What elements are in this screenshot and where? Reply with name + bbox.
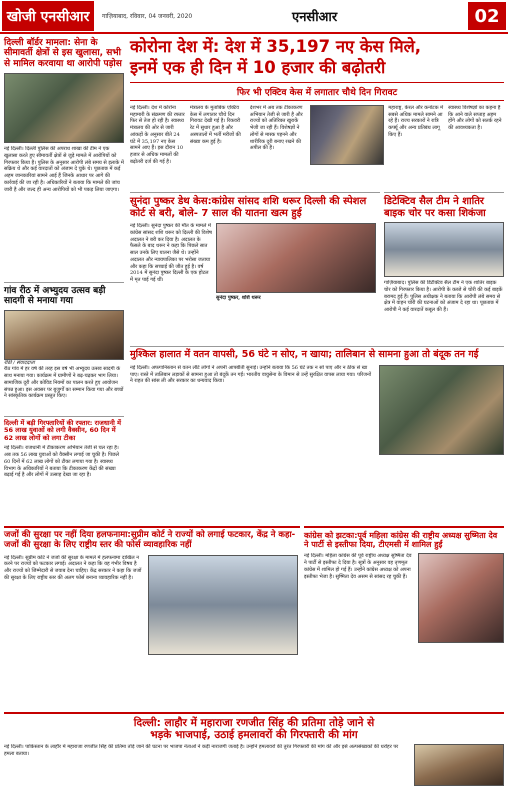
left-story-1-body: नई दिल्ली। दिल्ली पुलिस की अपराध शाखा की टीम ने एक खुलासा करते हुए सीमावर्ती क्षेत्रों से जुड़े मामले में आरोपियों को गिरफ्तार किया है। पुलिस के अनुसार आरोपी लंबे समय से इलाके में सक्रिय थे और कई वारदातों को अंजाम दे चुके थे। पूछताछ में कई अहम जानकारियां सामने आई हैं जिनके आधार पर आगे की कार्रवाई की जा रही है। अधिकारियों ने बताया कि मामले की जांच जारी है और जल्द ही अन्य आरोपियों को भी पकड़ लिया जाएगा। [4,146,124,193]
lead-photo-hospital [310,105,385,165]
lead-body-col-2: मंत्रालय के मुताबिक एक्टिव केस में लगातार चौथे दिन गिरावट देखी गई है। रिकवरी रेट में सुधार हुआ है और अस्पतालों में भर्ती मरीजों की संख्या कम हुई है। [189,104,241,145]
footer-headline-line-2: भड़के भाजपाई, उठाई हमलावरों की गिरफ्तारी की मांग [150,729,358,742]
left-story-3-headline: दिल्ली में बड़ी गिरफ्तारियों की रफ्तार: राजधानी में 56 लाख युवाओं को लगी वैक्सीन, 60 दिन में 62 लाख लोगों को लगा टीका [4,419,121,442]
left-story-2-body: रीठ गांव में हर वर्ष की तरह इस वर्ष भी अभ्युदय उत्सव सादगी के साथ मनाया गया। कार्यक्रम में ग्रामीणों ने बढ़-चढ़कर भाग लिया। सामाजिक दूरी और कोविड नियमों का पालन करते हुए आयोजन संपन्न हुआ। इस अवसर पर बुजुर्गों का सम्मान किया गया और बच्चों ने सांस्कृतिक कार्यक्रम प्रस्तुत किए। [4,366,124,400]
lead-body-col-4: महाराष्ट्र, केरल और कर्नाटक में सबसे अधिक मामले सामने आ रहे हैं। राज्य सरकारों ने रात्रि कर्फ्यू और अन्य प्रतिबंध लागू किए हैं। [388,104,444,138]
mid-story-photo-caption: सुनंदा पुष्कर, शशि थरूर [216,295,261,301]
left-story-1 [4,38,124,278]
bottom-right-story [304,526,504,708]
left-story-2-photo [4,310,124,360]
bottom-left-headline: जजों की सुरक्षा पर नहीं दिया हलफनामा:सुप्रीम कोर्ट ने राज्यों को लगाई फटकार, केंद्र ने कहा- जजों की सुरक्षा के लिए राष्ट्रीय स्तर की फोर्स व्यावहारिक नहीं [4,530,296,550]
left-story-2 [4,282,124,412]
mid-story-body: नई दिल्ली। सुनंदा पुष्कर की मौत के मामले में कांग्रेस सांसद शशि थरूर को दिल्ली की विशेष अदालत ने बरी कर दिया है। अदालत के फैसले के बाद थरूर ने कहा कि पिछले सात साल उनके लिए यातना जैसे थे। उन्होंने अदालत और न्यायपालिका पर भरोसा जताया और कहा कि सच्चाई की जीत हुई है। वर्ष 2014 में सुनंदा पुष्कर दिल्ली के एक होटल में मृत पाई गई थीं। [130,223,212,283]
left-story-1-headline: दिल्ली बॉर्डर मामला: सेना के सीमावर्ती क्षेत्रों से इस खुलासा, सभी से मामिल करवाया था आरोपी पड़ोस [4,38,122,69]
section-title: एनसीआर [292,10,338,25]
footer-body: नई दिल्ली। पाकिस्तान के लाहौर में महाराजा रणजीत सिंह की प्रतिमा तोड़े जाने की घटना पर भाजपा नेताओं ने कड़ी नाराजगी जताई है। उन्होंने हमलावरों की तुरंत गिरफ्तारी की मांग की और इसे अल्पसंख्यकों की धरोहर पर हमला बताया। [4,744,399,757]
sushmita-dev-photo [418,553,504,643]
bottom-right-headline: कांग्रेस को झटका:पूर्व महिला कांग्रेस की राष्ट्रीय अध्यक्ष सुष्मिता देव ने पार्टी से इस्तीफा दिया, टीएमसी में शामिल हुईं [304,531,498,550]
lead-strap: फिर भी एक्टिव केस में लगातार चौथे दिन गिरावट [130,82,504,101]
right-story-headline: डिटेक्टिव सैल टीम ने शातिर बाइक चोर पर कसा शिकंजा [384,196,486,219]
footer-headline-line-1: दिल्ली: लाहौर में महाराजा रणजीत सिंह की प्रतिमा तोड़े जाने से [133,717,375,729]
mid-story [130,192,380,342]
lead-body-col-1: नई दिल्ली। देश में कोरोना महामारी के संक्रमण की रफ्तार फिर से तेज हो रही है। स्वास्थ्य मंत्रालय की ओर से जारी आंकड़ों के अनुसार बीते 24 घंटे में 35,197 नए केस सामने आए हैं। इस दौरान 10 हजार से अधिक मामलों की बढ़ोतरी दर्ज की गई है। [130,104,185,165]
right-story-body: गाज़ियाबाद। पुलिस की डिटेक्टिव सैल टीम ने एक शातिर बाइक चोर को गिरफ्तार किया है। आरोपी के कब्जे से चोरी की कई बाइकें बरामद हुई हैं। पुलिस अधीक्षक ने बताया कि आरोपी लंबे समय से क्षेत्र में वाहन चोरी की घटनाओं को अंजाम दे रहा था। पूछताछ में आरोपी ने कई वारदातें कबूल की हैं। [384,280,503,313]
supreme-court-photo [148,555,298,655]
left-story-3 [4,416,124,522]
left-story-2-caption: रीठी / संवाददाता [4,359,35,366]
bottom-left-body: नई दिल्ली। सुप्रीम कोर्ट ने जजों की सुरक्षा के मामले में हलफनामा दाखिल न करने पर राज्यों को फटकार लगाई। अदालत ने कहा कि यह गंभीर विषय है और राज्यों को जिम्मेदारी से जवाब देना चाहिए। केंद्र सरकार ने कहा कि जजों की सुरक्षा के लिए राष्ट्रीय स्तर की अलग फोर्स बनाना व्यावहारिक नहीं है। [4,554,142,581]
mid-story-photo [216,223,376,293]
right-story [384,192,504,342]
left-story-3-body: नई दिल्ली। राजधानी में टीकाकरण अभियान तेजी से चल रहा है। अब तक 56 लाख युवाओं को वैक्सीन लगाई जा चुकी है। पिछले 60 दिनों में 62 लाख लोगों को टीका लगाया गया है। स्वास्थ्य विभाग के अधिकारियों ने बताया कि टीकाकरण केंद्रों की संख्या बढ़ाई गई है और लोगों में उत्साह देखा जा रहा है। [4,445,119,479]
dateline: गाज़ियाबाद, रविवार, 04 जनवरी, 2020 [102,13,193,20]
mid-story-headline: सुनंदा पुष्कर डेथ केस:कांग्रेस सांसद शशि थरूर दिल्ली की स्पेशल कोर्ट से बरी, बोले- 7 साल की यातना खत्म हुई [130,196,367,219]
wide-story-headline: मुश्किल हालात में वतन वापसी, 56 घंटे न सोए, न खाया; तालिबान से सामना हुआ तो बंदूक तन गई [130,349,479,360]
footer-photo [414,744,504,786]
wide-story-photo [379,365,504,455]
bottom-left-story [4,526,300,708]
bottom-right-body: नई दिल्ली। महिला कांग्रेस की पूर्व राष्ट्रीय अध्यक्ष सुष्मिता देव ने पार्टी से इस्तीफा दे दिया है। सूत्रों के अनुसार वह तृणमूल कांग्रेस में शामिल हो गई हैं। उन्होंने कांग्रेस अध्यक्ष को अपना इस्तीफा भेजा है। सुष्मिता देव असम से सांसद रह चुकी हैं। [304,553,412,580]
lead-body-col-5: स्वास्थ्य विशेषज्ञों का कहना है कि आने वाले सप्ताह अहम होंगे और लोगों को सतर्क रहने की आवश्यकता है। [448,104,502,132]
lead-headline-line-1: कोरोना देश में: देश में 35,197 नए केस मिले, [130,37,422,56]
lead-story [130,38,504,188]
left-story-1-photo [4,73,124,143]
wide-story-body: नई दिल्ली। अफगानिस्तान से वतन लौटे लोगों ने अपनी आपबीती सुनाई। उन्होंने बताया कि 56 घंटे तक न सो पाए और न ठीक से खा पाए। रास्ते में तालिबान लड़ाकों से सामना हुआ तो बंदूकें तन गईं। भारतीय वायुसेना के विमान से उन्हें सुरक्षित वापस लाया गया। परिजनों ने राहत की सांस ली और सरकार का धन्यवाद किया। [130,364,372,385]
lead-body-col-3: देशभर में अब तक टीकाकरण अभियान तेजी से जारी है और राज्यों को अतिरिक्त खुराकें भेजी जा रही हैं। विशेषज्ञों ने लोगों से मास्क पहनने और शारीरिक दूरी बनाए रखने की अपील की है। [249,104,303,152]
masthead [0,0,508,34]
left-story-2-headline: गांव रीठ में अभ्युदय उत्सव बड़ी सादगी से मनाया गया [4,286,106,307]
newspaper-logo: खोजी एनसीआर [2,1,94,31]
right-story-photo [384,222,504,277]
footer-story [4,712,504,798]
lead-headline-line-2: इनमें एक ही दिन में 10 हजार की बढ़ोतरी [130,57,386,77]
page-number: 02 [468,2,506,30]
wide-story [130,346,504,522]
